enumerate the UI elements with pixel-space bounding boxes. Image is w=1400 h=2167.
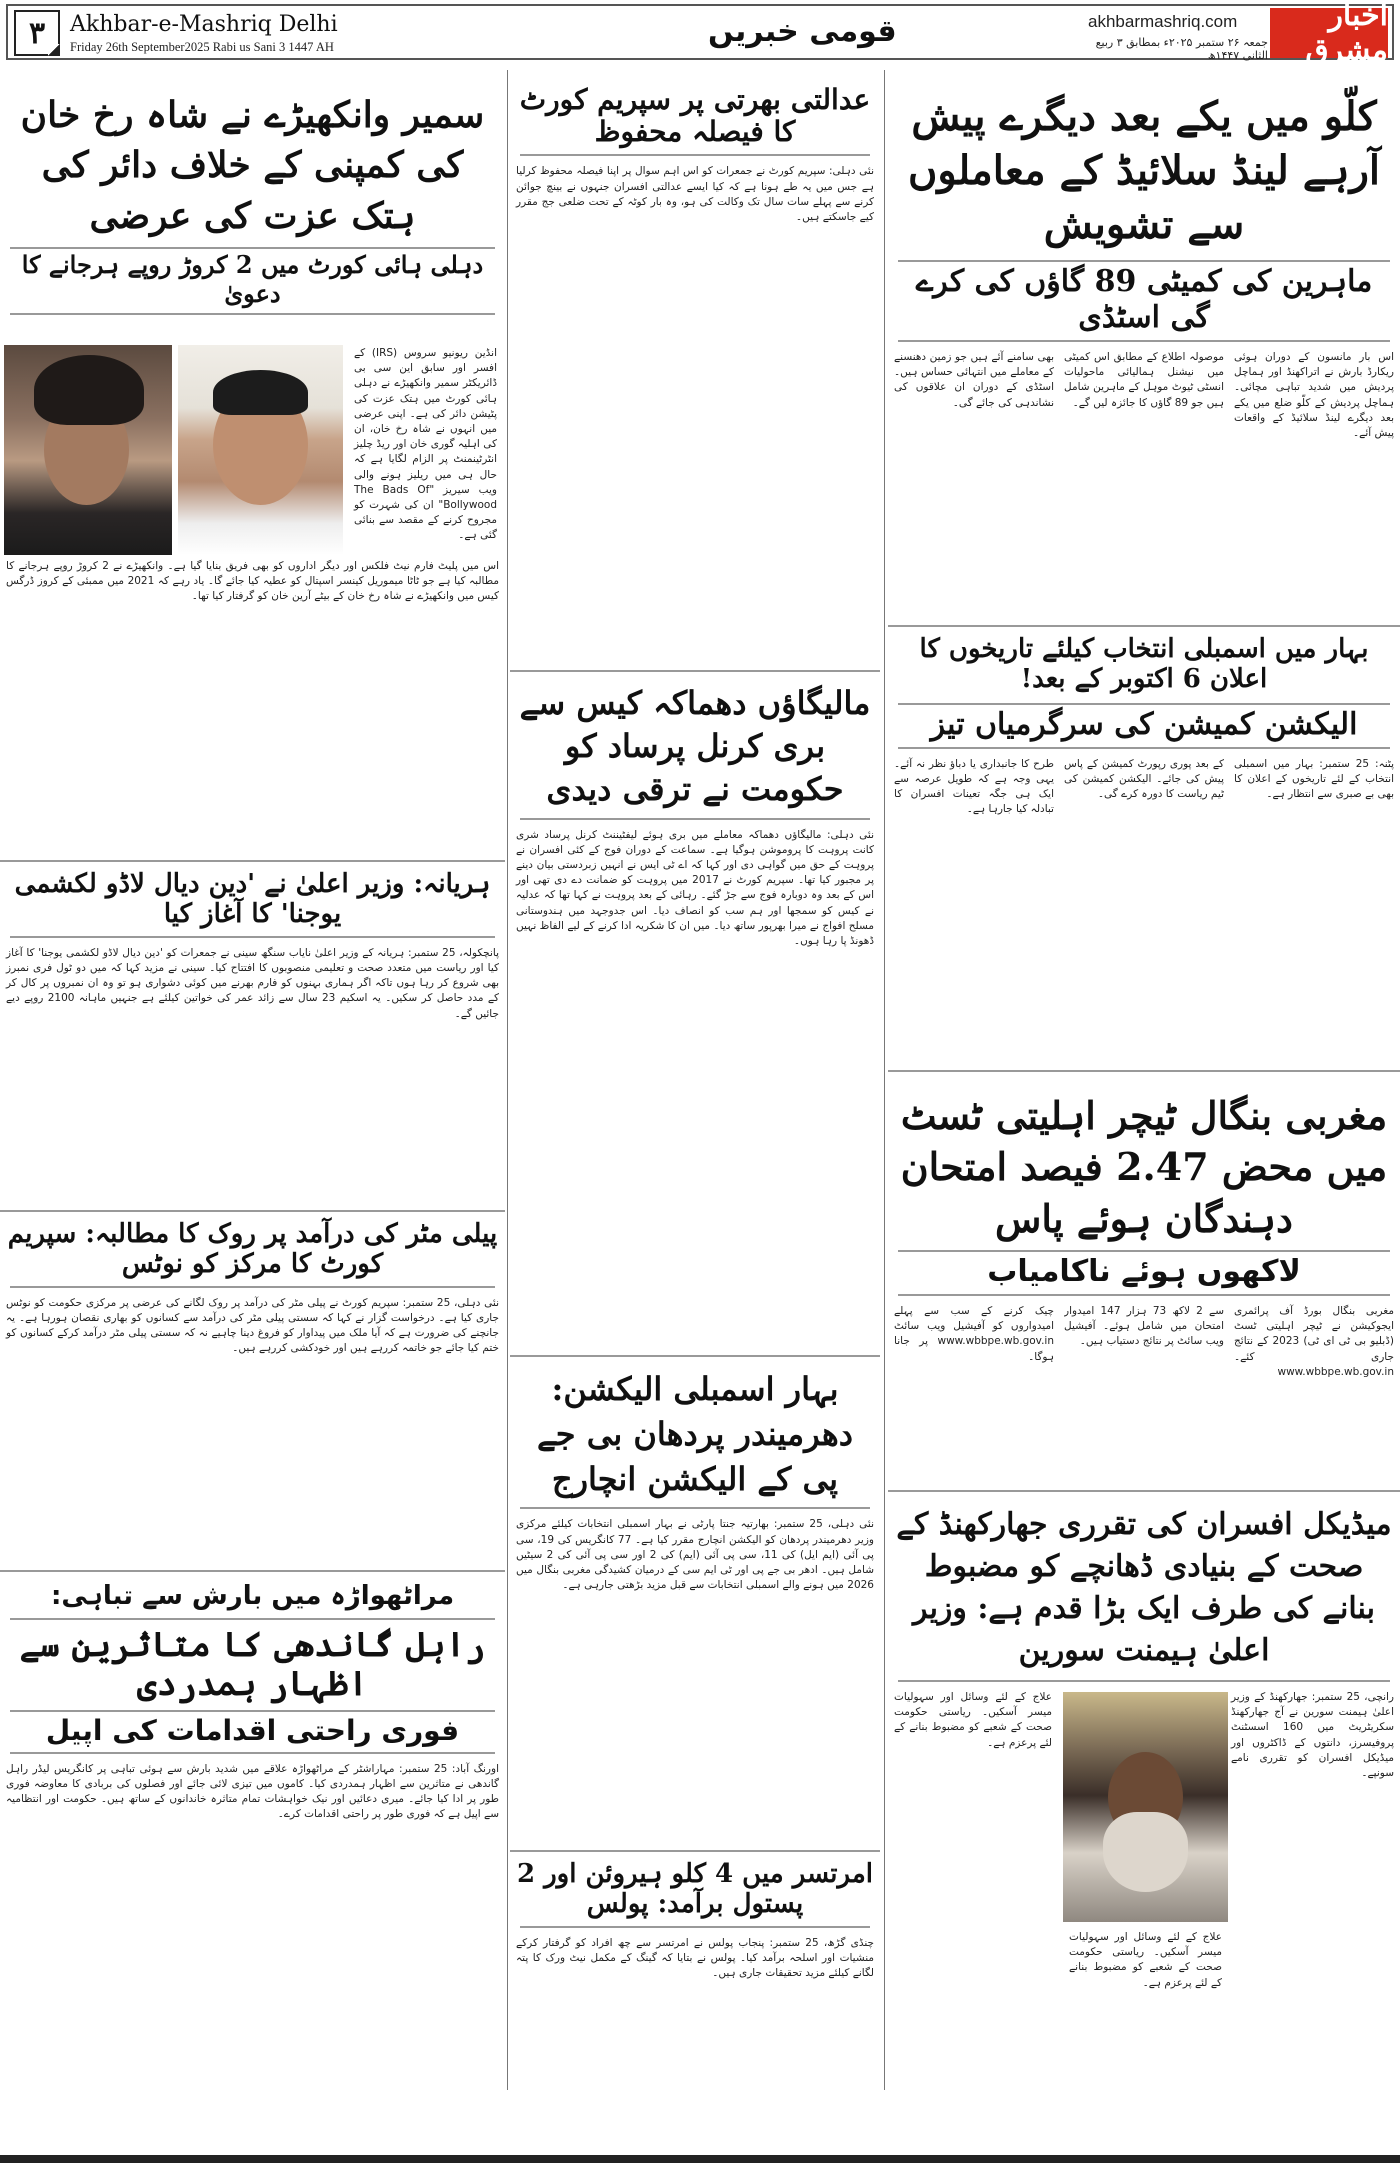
story-body: نئی دہلی: مالیگاؤں دھماکہ معاملے میں بری ہوئے لیفٹیننٹ کرنل پرساد شری کانت پروہت کا پروموشن ہوگیا ہے۔ سماعت کے دوران فوج کے کئی افسران نے پروہت کے حق میں گواہی دی اور کہا کہ اے ٹی ایس نے انہیں زبردستی بیان دینے پر مجبور کیا تھا۔ سپریم کورٹ نے 2017 میں پروہت کو ضمانت دے دی تھی اور اس کے بعد وہ دوبارہ فوج سے جڑ گئے۔ رہائی کے بعد پروہت نے کہا تھا کہ عدلیہ نے کیس کو سمجھا اور ہم سب کو انصاف دیا۔ اس جدوجہد میں ہندوستانی مسلح افواج نے میرا بھرپور ساتھ دیا۔ میں ان کا شکریہ ادا کرنے کے لیے الفاظ نہیں ڈھونڈ پا رہا ہوں۔	[516, 828, 875, 947]
body-column: بھی سامنے آئے ہیں جو زمین دھنسنے کے معاملے میں انتہائی حساس ہیں۔ اسٹڈی کے دوران ان علاقوں کی نشاندہی کی جائے گی۔	[894, 351, 1054, 409]
body-column: انڈین ریونیو سروس (IRS) کے افسر اور سابق این سی بی ڈائریکٹر سمیر وانکھیڑے نے دہلی ہائی کورٹ میں ہتک عزت کی پٹیشن دائر کی ہے۔ اپنی عرضی میں انہوں نے شاہ رخ خان، ان کی اہلیہ گوری خان اور ریڈ چلیز انٹرٹینمنٹ پر الزام لگایا ہے کہ حال ہی میں ریلیز ہونے والی ویب سیریز "The Bads Of Bollywood" ان کی شہرت کو مجروح کرنے کے مقصد سے بنائی گئی ہے۔	[354, 347, 497, 542]
headline: پیلی مٹر کی درآمد پر روک کا مطالبہ: سپریم کورٹ کا مرکز کو نوٹس	[7, 1219, 498, 1279]
story-palm-oil-sc	[0, 1210, 505, 1580]
body-column: موصولہ اطلاع کے مطابق اس کمیٹی میں نیشنل ہمالیائی ماحولیات انسٹی ٹیوٹ موہل کے ماہرین شامل ہیں جو 89 گاؤں کا جائزہ لیں گے۔	[1064, 351, 1224, 409]
body-column: مغربی بنگال بورڈ آف پرائمری ایجوکیشن نے ٹیچر اہلیتی ٹسٹ (ڈبلیو بی ٹی ای ٹی) 2023 کے نتائج جاری کئے۔ www.wbbpe.wb.gov.in	[1234, 1304, 1394, 1378]
story-body: نئی دہلی، 25 ستمبر: سپریم کورٹ نے پیلی مٹر کی درآمد پر روک لگانے کی عرضی پر مرکزی حکومت کو نوٹس جاری کیا ہے۔ درخواست گزار نے کہا کہ سستی پیلی مٹر کی درآمد سے کسانوں کو بھاری نقصان ہورہا ہے۔ یہ جانچنے کی ضرورت ہے کہ آیا ملک میں پیداوار کو فروغ دینا چاہیے نہ کہ سستی پیلی مٹر درآمد کرکے کسانوں کو ختم کیا جائے جو خاتمہ کررہے ہیں اور خودکشی کررہے ہیں۔	[6, 1296, 499, 1355]
photo-hemant-soren	[1063, 1692, 1228, 1922]
body-column: علاج کے لئے وسائل اور سہولیات میسر آسکیں۔ ریاستی حکومت صحت کے شعبے کو مضبوط بنانے کے لئے پرعزم ہے۔	[894, 1691, 1052, 1749]
kicker: مراٹھواڑہ میں بارش سے تباہی:	[50, 1581, 455, 1611]
story-body: اس میں پلیٹ فارم نیٹ فلکس اور دیگر اداروں کو بھی فریق بنایا گیا ہے۔ وانکھیڑے نے 2 کروڑ روپے ہرجانے کا مطالبہ کیا ہے جو ٹاٹا میموریل کینسر اسپتال کو عطیہ کیا جائے گا۔ یاد رہے کہ 2021 میں ممبئی کے کروز ڈرگس کیس میں وانکھیڑے نے شاہ رخ خان کے بیٹے آرین خان کو گرفتار کیا تھا۔	[6, 560, 499, 603]
headline: بہار اسمبلی الیکشن: دھرمیندر پردھان بی جے پی کے الیکشن انچارج	[537, 1370, 853, 1498]
subheadline: فوری راحتی اقدامات کی اپیل	[10, 1710, 495, 1748]
story-body: نئی دہلی: سپریم کورٹ نے جمعرات کو اس اہم سوال پر اپنا فیصلہ محفوظ کرلیا ہے جس میں یہ طے ہونا ہے کہ کیا ایسے عدالتی افسران جنہوں نے بینچ جوائن کرنے سے پہلے سات سال تک وکالت کی ہو، وہ بار کوٹہ کے تحت ضلعی جج مقرر کیے جاسکتے ہیں۔	[516, 165, 874, 223]
subheadline: ماہرین کی کمیٹی 89 گاؤں کی کرے گی اسٹڈی	[898, 260, 1390, 336]
story-body: نئی دہلی، 25 ستمبر: بھارتیہ جنتا پارٹی نے بہار اسمبلی انتخابات کیلئے مرکزی وزیر دھرمیندر پردھان کو الیکشن انچارج مقرر کیا ہے۔ 77 کانگریس کی 19، سی پی آئی (ایم ایل) کی 11، سی پی آئی (ایم) کی 2 اور سی پی آئی کی 2 سیٹیں شامل ہیں۔ ادھر بی جے پی اور ٹی ایم سی کے درمیان کشیدگی مغربی بنگال میں 2026 میں ہونے والے اسمبلی انتخابات سے قبل مزید بڑھتی جارہی ہے۔	[516, 1518, 874, 1592]
headline: امرتسر میں 4 کلو ہیروئن اور 2 پستول برآمد: پولس	[516, 1859, 874, 1919]
headline: مالیگاؤں دھماکہ کیس سے بری کرنل پرساد کو حکومت نے ترقی دیدی	[519, 684, 871, 809]
subheadline: لاکھوں ہوئے ناکامیاب	[898, 1250, 1390, 1290]
headline: بہار میں اسمبلی انتخاب کیلئے تاریخوں کا اعلان 6 اکتوبر کے بعد!	[919, 634, 1369, 694]
story-jharkhand-medical	[888, 1490, 1400, 2150]
body-column: سے 2 لاکھ 73 ہزار 147 امیدوار امتحان میں شامل ہوئے۔ آفیشیل ویب سائٹ پر نتائج دستیاب ہیں۔	[1064, 1304, 1224, 1348]
column-divider	[507, 70, 508, 2090]
body-column: علاج کے لئے وسائل اور سہولیات میسر آسکیں۔ ریاستی حکومت صحت کے شعبے کو مضبوط بنانے کے لئے پرعزم ہے۔	[1069, 1931, 1222, 1989]
masthead	[6, 0, 1394, 68]
column-divider	[884, 70, 885, 2090]
body-column: چیک کرنے کے سب سے پہلے امیدواروں کو آفیشیل ویب سائٹ www.wbbpe.wb.gov.in پر جانا ہوگا۔	[894, 1304, 1054, 1363]
paper-name-english: Akhbar-e-Mashriq Delhi	[70, 12, 338, 37]
subheadline: الیکشن کمیشن کی سرگرمیاں تیز	[898, 703, 1390, 743]
story-malegaon-blast	[510, 670, 880, 1400]
subheadline: دہلی ہائی کورٹ میں 2 کروڑ روپے ہرجانے کا دعویٰ	[10, 247, 495, 309]
headline: میڈیکل افسران کی تقرری جھارکھنڈ کے صحت کے بنیادی ڈھانچے کو مضبوط بنانے کی طرف ایک بڑا قدم ہے: وزیر اعلیٰ ہیمنت سورین	[896, 1507, 1392, 1668]
headline: راہل گاندھی کا متاثرین سے اظہار ہمدردی	[19, 1624, 486, 1704]
date-urdu: جمعہ ۲۶ ستمبر ۲۰۲۵ء بمطابق ۳ ربیع الثانی ۱۴۴۷ھ	[1095, 36, 1268, 62]
body-column: رانچی، 25 ستمبر: جھارکھنڈ کے وزیر اعلیٰ ہیمنت سورین نے آج جھارکھنڈ سکریٹریٹ میں 160 اسسٹنٹ پروفیسرز، دانتوں کے ڈاکٹروں اور میڈیکل افسران کو تقرری نامے سونپے۔	[1231, 1691, 1395, 1780]
page-number-badge: ۳	[14, 10, 60, 56]
story-rahul-marathwada	[0, 1570, 505, 2150]
headline: عدالتی بھرتی پر سپریم کورٹ کا فیصلہ محفوظ	[519, 83, 871, 149]
story-body: چنڈی گڑھ، 25 ستمبر: پنجاب پولس نے امرتسر سے چھ افراد کو گرفتار کرکے منشیات اور اسلحہ برآمد کیا۔ پولس نے بتایا کہ گینگ کے مکمل نیٹ ورک کا پتہ لگانے کیلئے مزید تحقیقات جاری ہیں۔	[516, 1936, 874, 1980]
story-amritsar-heroin	[510, 1850, 880, 2150]
story-body: اورنگ آباد: 25 ستمبر: مہاراشٹر کے مراٹھواڑہ علاقے میں شدید بارش سے ہوئی تباہی پر کانگریس لیڈر راہل گاندھی نے متاثرین سے اظہار ہمدردی کیا۔ کاموں میں تیزی لائی جائے اور فصلوں کی بربادی کا معاوضہ فوری طور پر ادا کیا جائے۔ میری دعائیں اور نیک خواہشات تمام متاثرہ خاندانوں کے ساتھ ہیں۔ حکومت اور انتظامیہ سے اپیل ہے کہ فوری طور پر راحتی اقدامات کرے۔	[6, 1762, 499, 1821]
story-kullu-landslide	[888, 70, 1400, 615]
story-bihar-election-dates	[888, 625, 1400, 1065]
body-column: پٹنہ: 25 ستمبر: بہار میں اسمبلی انتخاب کے لئے تاریخوں کے اعلان کا بھی بے صبری سے انتظار ہے۔	[1234, 757, 1394, 801]
headline: سمیر وانکھیڑے نے شاہ رخ خان کی کمپنی کے خلاف دائر کی ہتک عزت کی عرضی	[20, 94, 485, 237]
body-column: کے بعد پوری رپورٹ کمیشن کے پاس پیش کی جائے۔ الیکشن کمیشن کی ٹیم ریاست کا دورہ کرے گی۔	[1064, 757, 1224, 801]
section-title: قومی خبریں	[708, 14, 897, 49]
photo-shah-rukh-khan	[4, 345, 172, 555]
headline: کلّو میں یکے بعد دیگرے پیش آرہے لینڈ سلائیڈ کے معاملوں سے تشویش	[907, 93, 1380, 248]
story-haryana-scheme	[0, 860, 505, 1210]
headline: مغربی بنگال ٹیچر اہلیتی ٹسٹ میں محض 2.47 فیصد امتحان دہندگان ہوئے پاس	[900, 1093, 1388, 1241]
body-column: طرح کا جانبداری یا دباؤ نظر نہ آئے۔ یہی وجہ ہے کہ طویل عرصہ سے ایک ہی جگہ تعینات افسران کا تبادلہ کیا جارہا ہے۔	[894, 757, 1054, 816]
story-wankhede-srk	[0, 80, 505, 600]
page-bottom-rule	[0, 2155, 1400, 2163]
body-column: اس بار مانسون کے دوران ہوئی ریکارڈ بارش نے اتراکھنڈ اور ہماچل پردیش میں شدید تباہی مچائی۔ ہماچل پردیش کے کلّو ضلع میں یکے بعد دیگرے لینڈ سلائیڈ کے واقعات پیش آئے۔	[1234, 351, 1394, 440]
story-body: پانچکولہ، 25 ستمبر: ہریانہ کے وزیر اعلیٰ نایاب سنگھ سینی نے جمعرات کو 'دین دیال لاڈو لکشمی یوجنا' کا آغاز کیا اور ریاست میں متعدد صحت و تعلیمی منصوبوں کا افتتاح کیا۔ سینی نے مزید کہا کہ میں دو ٹول فری نمبرز بھی شروع کر رہا ہوں تاکہ اگر ہماری بہنوں کو فارم بھرنے میں کوئی دشواری ہو تو وہ ان نمبروں پر کال کر کے مدد حاصل کر سکیں۔ یہ اسکیم 23 سال سے زائد عمر کی خواتین کیلئے ہے جنہیں ماہانہ 2100 روپے دیے جائیں گے۔	[6, 946, 499, 1020]
photo-sameer-wankhede	[178, 345, 343, 555]
story-sc-judicial-recruitment	[510, 80, 880, 640]
story-bihar-bjp-incharge	[510, 1355, 880, 1845]
story-wb-teacher-test	[888, 1070, 1400, 1490]
newspaper-logo: اخبار مشرق	[1270, 8, 1388, 58]
date-english: Friday 26th September2025 Rabi us Sani 3 1447 AH	[70, 40, 334, 54]
headline: ہریانہ: وزیر اعلیٰ نے 'دین دیال لاڈو لکشمی یوجنا' کا آغاز کیا	[14, 869, 491, 929]
website-link[interactable]: akhbarmashriq.com	[1088, 12, 1238, 31]
